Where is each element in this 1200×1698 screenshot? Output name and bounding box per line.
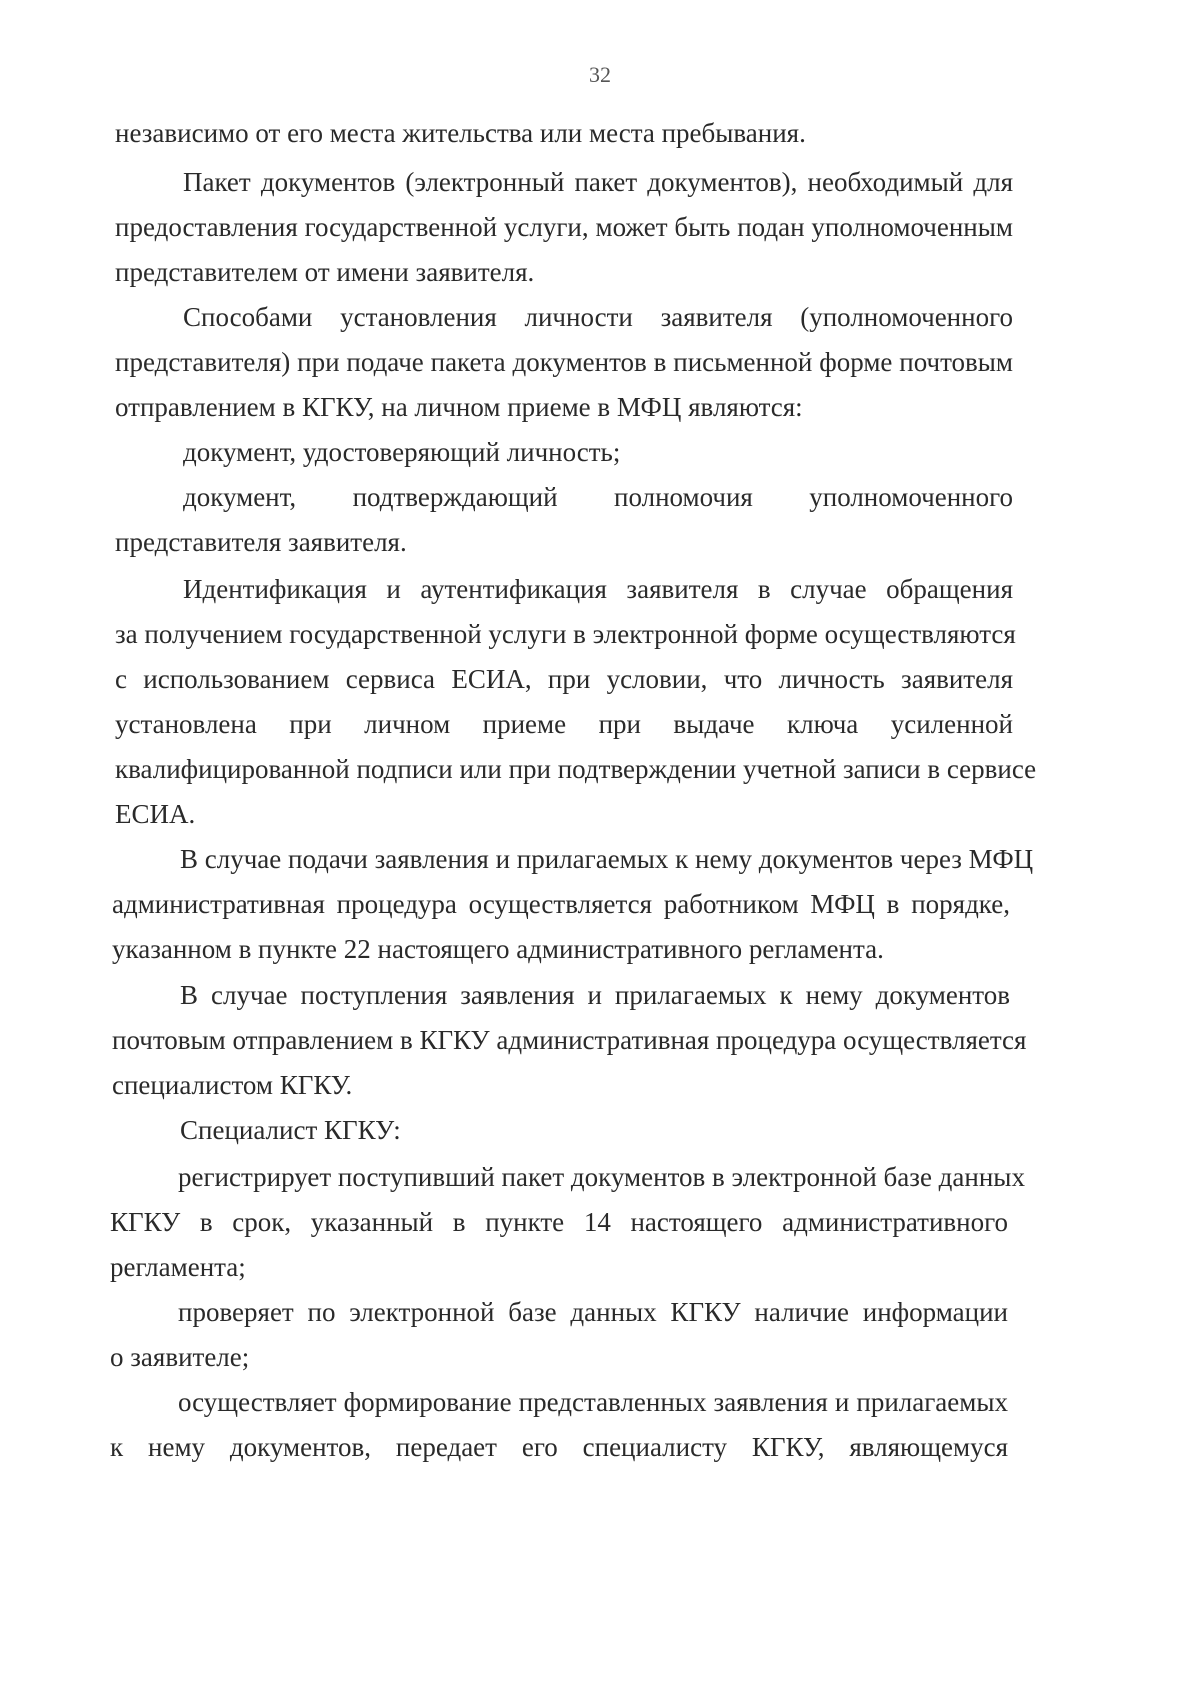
text-line: ЕСИА.: [115, 799, 196, 829]
text-line: Способами установления личности заявителя (уполномоченного: [183, 302, 1013, 332]
text-line: В случае подачи заявления и прилагаемых к нему документов через МФЦ: [180, 844, 1034, 874]
text-line: регистрирует поступивший пакет документов в электронной базе данных: [178, 1162, 1025, 1192]
text-line: В случае поступления заявления и прилагаемых к нему документов: [180, 980, 1010, 1010]
text-line: отправлением в КГКУ, на личном приеме в МФЦ являются:: [115, 392, 803, 422]
text-line: проверяет по электронной базе данных КГКУ наличие информации: [178, 1297, 1008, 1327]
text-line: представителем от имени заявителя.: [115, 257, 535, 287]
text-line: документ, удостоверяющий личность;: [183, 437, 621, 467]
text-line: документ, подтверждающий полномочия уполномоченного: [183, 482, 1013, 512]
text-line: предоставления государственной услуги, может быть подан уполномоченным: [115, 212, 1013, 242]
text-line: к нему документов, передает его специалисту КГКУ, являющемуся: [110, 1432, 1008, 1462]
text-line: Идентификация и аутентификация заявителя в случае обращения: [183, 574, 1013, 604]
text-line: с использованием сервиса ЕСИА, при условии, что личность заявителя: [115, 664, 1013, 694]
text-line: почтовым отправлением в КГКУ административная процедура осуществляется: [112, 1025, 1027, 1055]
text-line: установлена при личном приеме при выдаче ключа усиленной: [115, 709, 1013, 739]
text-line: административная процедура осуществляется работником МФЦ в порядке,: [112, 889, 1010, 919]
page-number: 32: [589, 62, 611, 87]
text-line: квалифицированной подписи или при подтверждении учетной записи в сервисе: [115, 754, 1037, 784]
text-line: осуществляет формирование представленных заявления и прилагаемых: [178, 1387, 1008, 1417]
text-line: указанном в пункте 22 настоящего административного регламента.: [112, 934, 884, 964]
text-line: за получением государственной услуги в электронной форме осуществляются: [115, 619, 1016, 649]
text-line: КГКУ в срок, указанный в пункте 14 настоящего административного: [110, 1207, 1008, 1237]
text-line: представителя) при подаче пакета документов в письменной форме почтовым: [115, 347, 1013, 377]
text-line: специалистом КГКУ.: [112, 1070, 353, 1100]
text-line: представителя заявителя.: [115, 527, 407, 557]
text-line: о заявителе;: [110, 1342, 250, 1372]
text-line: регламента;: [110, 1252, 246, 1282]
text-line: независимо от его места жительства или места пребывания.: [115, 118, 806, 148]
text-line: Специалист КГКУ:: [180, 1115, 401, 1145]
text-line: Пакет документов (электронный пакет документов), необходимый для: [183, 167, 1013, 197]
